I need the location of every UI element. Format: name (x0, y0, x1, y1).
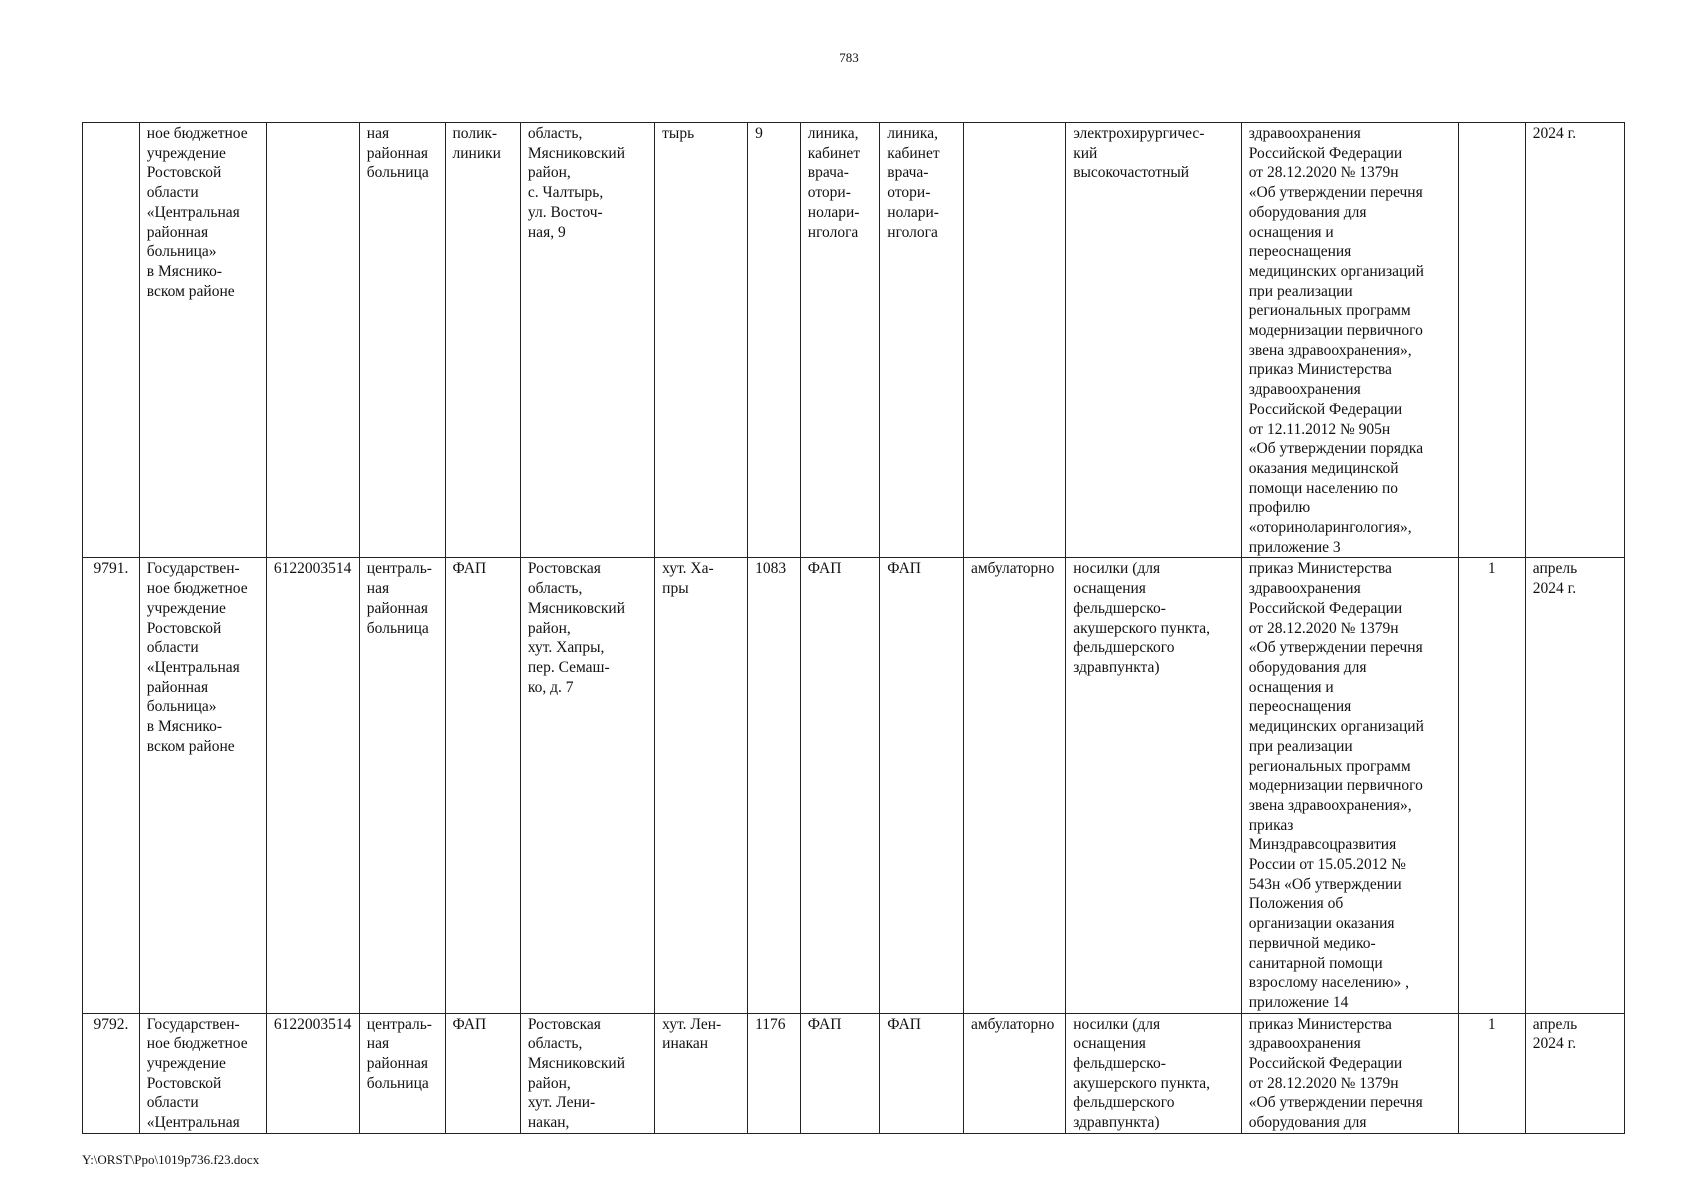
care-form-cell: амбулаторно (963, 558, 1065, 1013)
delivery-date-cell: 2024 г. (1525, 123, 1624, 558)
organization-cell: ное бюджетное учреждение Ростовской области «Центральная районная больница» в Мяснико- вском районе (139, 123, 266, 558)
organization-cell: Государствен- ное бюджетное учреждение Ростовской области «Центральная (139, 1013, 266, 1133)
care-form-cell (963, 123, 1065, 558)
equipment-cell: носилки (для оснащения фельдшерско- акушерского пункта, фельдшерского здравпункта) (1066, 558, 1242, 1013)
legal-basis-cell: приказ Министерства здравоохранения Российской Федерации от 28.12.2020 № 1379н «Об утверждении перечня оборудования для (1241, 1013, 1458, 1133)
address-cell: Ростовская область, Мясниковский район, хут. Хапры, пер. Семаш- ко, д. 7 (520, 558, 654, 1013)
row-number-cell: 9791. (83, 558, 140, 1013)
department-cell: линика, кабинет врача- отори- нолари- нголога (800, 123, 880, 558)
quantity-cell: 1 (1458, 558, 1525, 1013)
inn-cell: 6122003514 (266, 558, 359, 1013)
subdivision-cell: ФАП (880, 1013, 964, 1133)
unit-cell: ФАП (445, 1013, 520, 1133)
delivery-date-cell: апрель 2024 г. (1525, 558, 1624, 1013)
care-form-cell: амбулаторно (963, 1013, 1065, 1133)
department-cell: ФАП (800, 558, 880, 1013)
table-row (83, 123, 1625, 558)
population-cell: 9 (748, 123, 801, 558)
legal-basis-cell: здравоохранения Российской Федерации от 28.12.2020 № 1379н «Об утверждении перечня оборудования для оснащения и переоснащения медицинских организаций при реализации региональных программ модернизации первичного звена здравоохранения», приказ Министерства здравоохранения Российской Федерации от 12.11.2012 № 905н «Об утверждении порядка оказания медицинской помощи населению по профилю «оториноларингология», приложение 3 (1241, 123, 1458, 558)
address-cell: область, Мясниковский район, с. Чалтырь, ул. Восточ- ная, 9 (520, 123, 654, 558)
quantity-cell (1458, 123, 1525, 558)
delivery-date-cell: апрель 2024 г. (1525, 1013, 1624, 1133)
file-path-footer: Y:\ORST\Ppo\1019p736.f23.docx (82, 1152, 260, 1167)
quantity-cell: 1 (1458, 1013, 1525, 1133)
department-cell: ФАП (800, 1013, 880, 1133)
institution-type-cell: ная районная больница (359, 123, 445, 558)
address-cell: Ростовская область, Мясниковский район, хут. Лени- накан, (520, 1013, 654, 1133)
row-number-cell (83, 123, 140, 558)
subdivision-cell: линика, кабинет врача- отори- нолари- нголога (880, 123, 964, 558)
table-row (83, 1013, 1625, 1133)
row-number-cell: 9792. (83, 1013, 140, 1133)
legal-basis-cell: приказ Министерства здравоохранения Российской Федерации от 28.12.2020 № 1379н «Об утверждении перечня оборудования для оснащения и переоснащения медицинских организаций при реализации региональных программ модернизации первичного звена здравоохранения», приказ Минздравсоцразвития России от 15.05.2012 № 543н «Об утверждении Положения об организации оказания первичной медико- санитарной помощи взрослому населению» , приложение 14 (1241, 558, 1458, 1013)
equipment-table (82, 122, 1625, 1134)
unit-cell: полик- линики (445, 123, 520, 558)
equipment-cell: электрохирургичес- кий высокочастотный (1066, 123, 1242, 558)
table-row (83, 558, 1625, 1013)
organization-cell: Государствен- ное бюджетное учреждение Ростовской области «Центральная районная больница» в Мяснико- вском районе (139, 558, 266, 1013)
population-cell: 1176 (748, 1013, 801, 1133)
equipment-cell: носилки (для оснащения фельдшерско- акушерского пункта, фельдшерского здравпункта) (1066, 1013, 1242, 1133)
page-number: 783 (839, 50, 859, 65)
settlement-cell: хут. Лен- инакан (655, 1013, 748, 1133)
inn-cell: 6122003514 (266, 1013, 359, 1133)
settlement-cell: тырь (655, 123, 748, 558)
population-cell: 1083 (748, 558, 801, 1013)
unit-cell: ФАП (445, 558, 520, 1013)
institution-type-cell: централь- ная районная больница (359, 558, 445, 1013)
subdivision-cell: ФАП (880, 558, 964, 1013)
inn-cell (266, 123, 359, 558)
settlement-cell: хут. Ха- пры (655, 558, 748, 1013)
institution-type-cell: централь- ная районная больница (359, 1013, 445, 1133)
